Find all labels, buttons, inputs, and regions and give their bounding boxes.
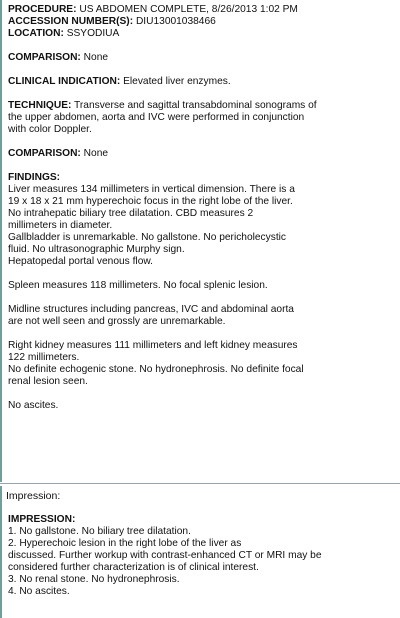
findings-line: fluid. No ultrasonographic Murphy sign.: [8, 244, 185, 255]
impression-body: [2, 514, 398, 598]
impression-line: discussed. Further workup with contrast-enhanced CT or MRI may be: [8, 550, 322, 561]
impression-line: 3. No renal stone. No hydronephrosis.: [8, 574, 180, 585]
findings-block: [8, 172, 398, 268]
clinical-indication-block: [8, 76, 398, 88]
procedure-line: [8, 4, 398, 16]
clinical-indication-value: Elevated liver enzymes.: [123, 76, 231, 87]
impression-panel: [0, 486, 398, 618]
technique-text: the upper abdomen, aorta and IVC were performed in conjunction: [8, 112, 305, 123]
findings-label: FINDINGS:: [8, 172, 61, 183]
comparison-label: COMPARISON:: [8, 52, 81, 63]
spleen-block: [8, 280, 398, 292]
comparison-value: None: [83, 52, 109, 63]
comparison-block-1: [8, 52, 398, 64]
technique-text: Transverse and sagittal transabdominal sonograms of: [74, 100, 317, 111]
comparison-value: None: [83, 148, 109, 159]
kidney-line: Right kidney measures 111 millimeters and left kidney measures: [8, 340, 298, 351]
findings-line: Gallbladder is unremarkable. No gallstone. No pericholecystic: [8, 232, 287, 243]
kidney-line: 122 millimeters.: [8, 352, 80, 363]
comparison-label: COMPARISON:: [8, 148, 81, 159]
findings-line: Hepatopedal portal venous flow.: [8, 256, 153, 267]
comparison-block-2: [8, 148, 398, 160]
procedure-label: PROCEDURE:: [8, 4, 77, 15]
findings-line: Liver measures 134 millimeters in vertical dimension. There is a: [8, 184, 295, 195]
midline-line: are not well seen and grossly are unremarkable.: [8, 316, 226, 327]
kidney-line: renal lesion seen.: [8, 376, 88, 387]
accession-value: DIU13001038466: [135, 16, 216, 27]
section-divider: [0, 483, 400, 484]
impression-line: 4. No ascites.: [8, 586, 70, 597]
technique-text: with color Doppler.: [8, 124, 92, 135]
technique-block: [8, 100, 398, 136]
midline-line: Midline structures including pancreas, IVC and abdominal aorta: [8, 304, 294, 315]
location-value: SSYODIUA: [66, 28, 120, 39]
technique-label: TECHNIQUE:: [8, 100, 72, 111]
location-label: LOCATION:: [8, 28, 64, 39]
findings-line: No intrahepatic biliary tree dilatation. CBD measures 2: [8, 208, 254, 219]
accession-line: [8, 16, 398, 28]
kidney-block: [8, 340, 398, 388]
findings-line: millimeters in diameter.: [8, 220, 113, 231]
ascites-line: No ascites.: [8, 400, 59, 411]
impression-heading: Impression:: [6, 490, 61, 502]
impression-line: 1. No gallstone. No biliary tree dilatation.: [8, 526, 191, 537]
clinical-indication-label: CLINICAL INDICATION:: [8, 76, 121, 87]
kidney-line: No definite echogenic stone. No hydronephrosis. No definite focal: [8, 364, 304, 375]
midline-block: [8, 304, 398, 328]
spleen-line: Spleen measures 118 millimeters. No focal splenic lesion.: [8, 280, 268, 291]
findings-line: 19 x 18 x 21 mm hyperechoic focus in the right lobe of the liver.: [8, 196, 293, 207]
header-block: [8, 4, 398, 40]
location-line: [8, 28, 398, 40]
impression-line: 2. Hyperechoic lesion in the right lobe of the liver as: [8, 538, 242, 549]
report-body: [2, 0, 398, 412]
accession-label: ACCESSION NUMBER(S):: [8, 16, 134, 27]
ascites-block: [8, 400, 398, 412]
procedure-value: US ABDOMEN COMPLETE, 8/26/2013 1:02 PM: [79, 4, 298, 15]
impression-line: considered further characterization is of clinical interest.: [8, 562, 259, 573]
impression-label: IMPRESSION:: [8, 514, 76, 525]
